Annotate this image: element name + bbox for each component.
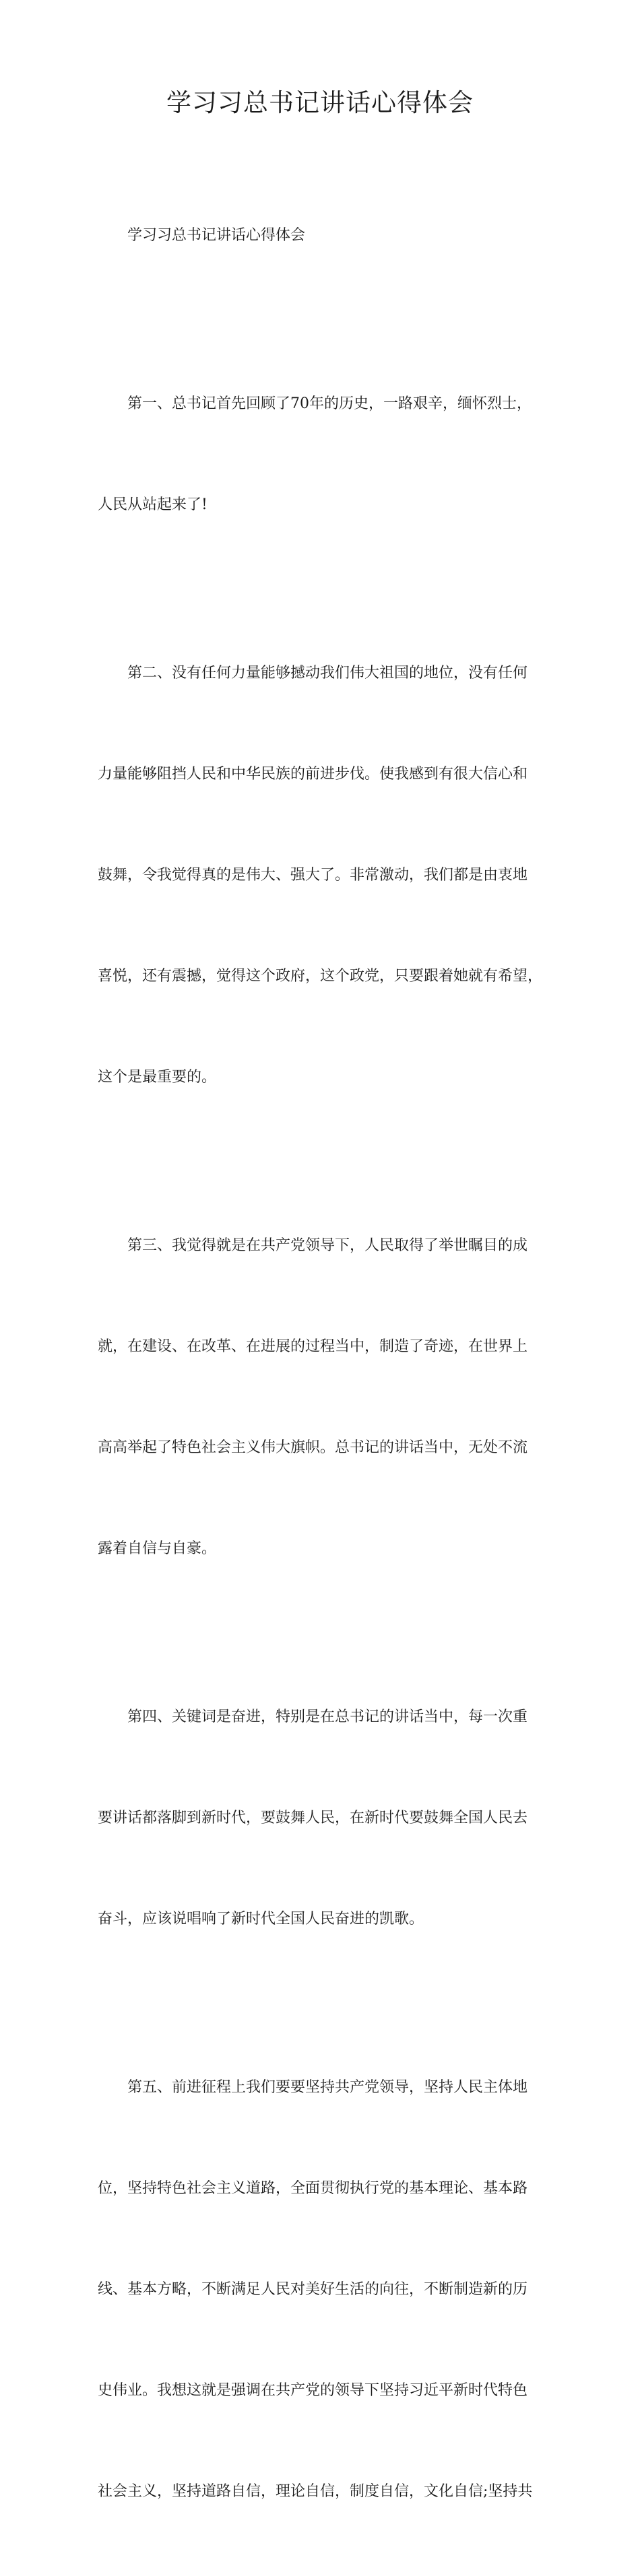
text-line: 线、基本方略，不断满足人民对美好生活的向往，不断制造新的历 [98, 2281, 528, 2298]
text-line: 位，坚持特色社会主义道路，全面贯彻执行党的基本理论、基本路 [98, 2180, 528, 2197]
text-line: 人民从站起来了! [98, 496, 207, 513]
text-line: 学习习总书记讲话心得体会 [127, 227, 306, 244]
text-line: 高高举起了特色社会主义伟大旗帜。总书记的讲话当中，无处不流 [98, 1439, 528, 1456]
text-line: 就，在建设、在改革、在进展的过程当中，制造了奇迹，在世界上 [98, 1338, 528, 1355]
text-line: 力量能够阻挡人民和中华民族的前进步伐。使我感到有很大信心和 [98, 766, 528, 783]
text-line: 鼓舞，令我觉得真的是伟大、强大了。非常激动，我们都是由衷地 [98, 867, 528, 884]
paragraph-first [98, 320, 552, 589]
text-line: 第五、前进征程上我们要要坚持共产党领导，坚持人民主体地 [127, 2079, 528, 2096]
paragraph-fifth [98, 2004, 552, 2576]
paragraph-fourth [98, 1633, 552, 2004]
paragraph-second [98, 589, 552, 1162]
text-line: 第三、我觉得就是在共产党领导下，人民取得了举世瞩目的成 [127, 1237, 528, 1254]
document-body [98, 152, 552, 2576]
text-line: 喜悦，还有震撼，觉得这个政府，这个政党，只要跟着她就有希望， [98, 968, 543, 985]
text-line: 第一、总书记首先回顾了70年的历史，一路艰辛，缅怀烈士， [127, 395, 532, 412]
document-title: 学习习总书记讲话心得体会 [166, 88, 474, 117]
paragraph-subtitle [98, 152, 552, 320]
text-line: 社会主义，坚持道路自信，理论自信，制度自信，文化自信;坚持共 [98, 2483, 533, 2500]
paragraph-third [98, 1162, 552, 1633]
text-line: 奋斗，应该说唱响了新时代全国人民奋进的凯歌。 [98, 1911, 424, 1927]
text-line: 露着自信与自豪。 [98, 1540, 217, 1557]
text-line: 第四、关键词是奋进，特别是在总书记的讲话当中，每一次重 [127, 1709, 528, 1725]
text-line: 这个是最重要的。 [98, 1069, 217, 1086]
text-line: 第二、没有任何力量能够撼动我们伟大祖国的地位，没有任何 [127, 665, 528, 682]
text-line: 史伟业。我想这就是强调在共产党的领导下坚持习近平新时代特色 [98, 2382, 528, 2399]
text-line: 要讲话都落脚到新时代，要鼓舞人民，在新时代要鼓舞全国人民去 [98, 1810, 528, 1826]
